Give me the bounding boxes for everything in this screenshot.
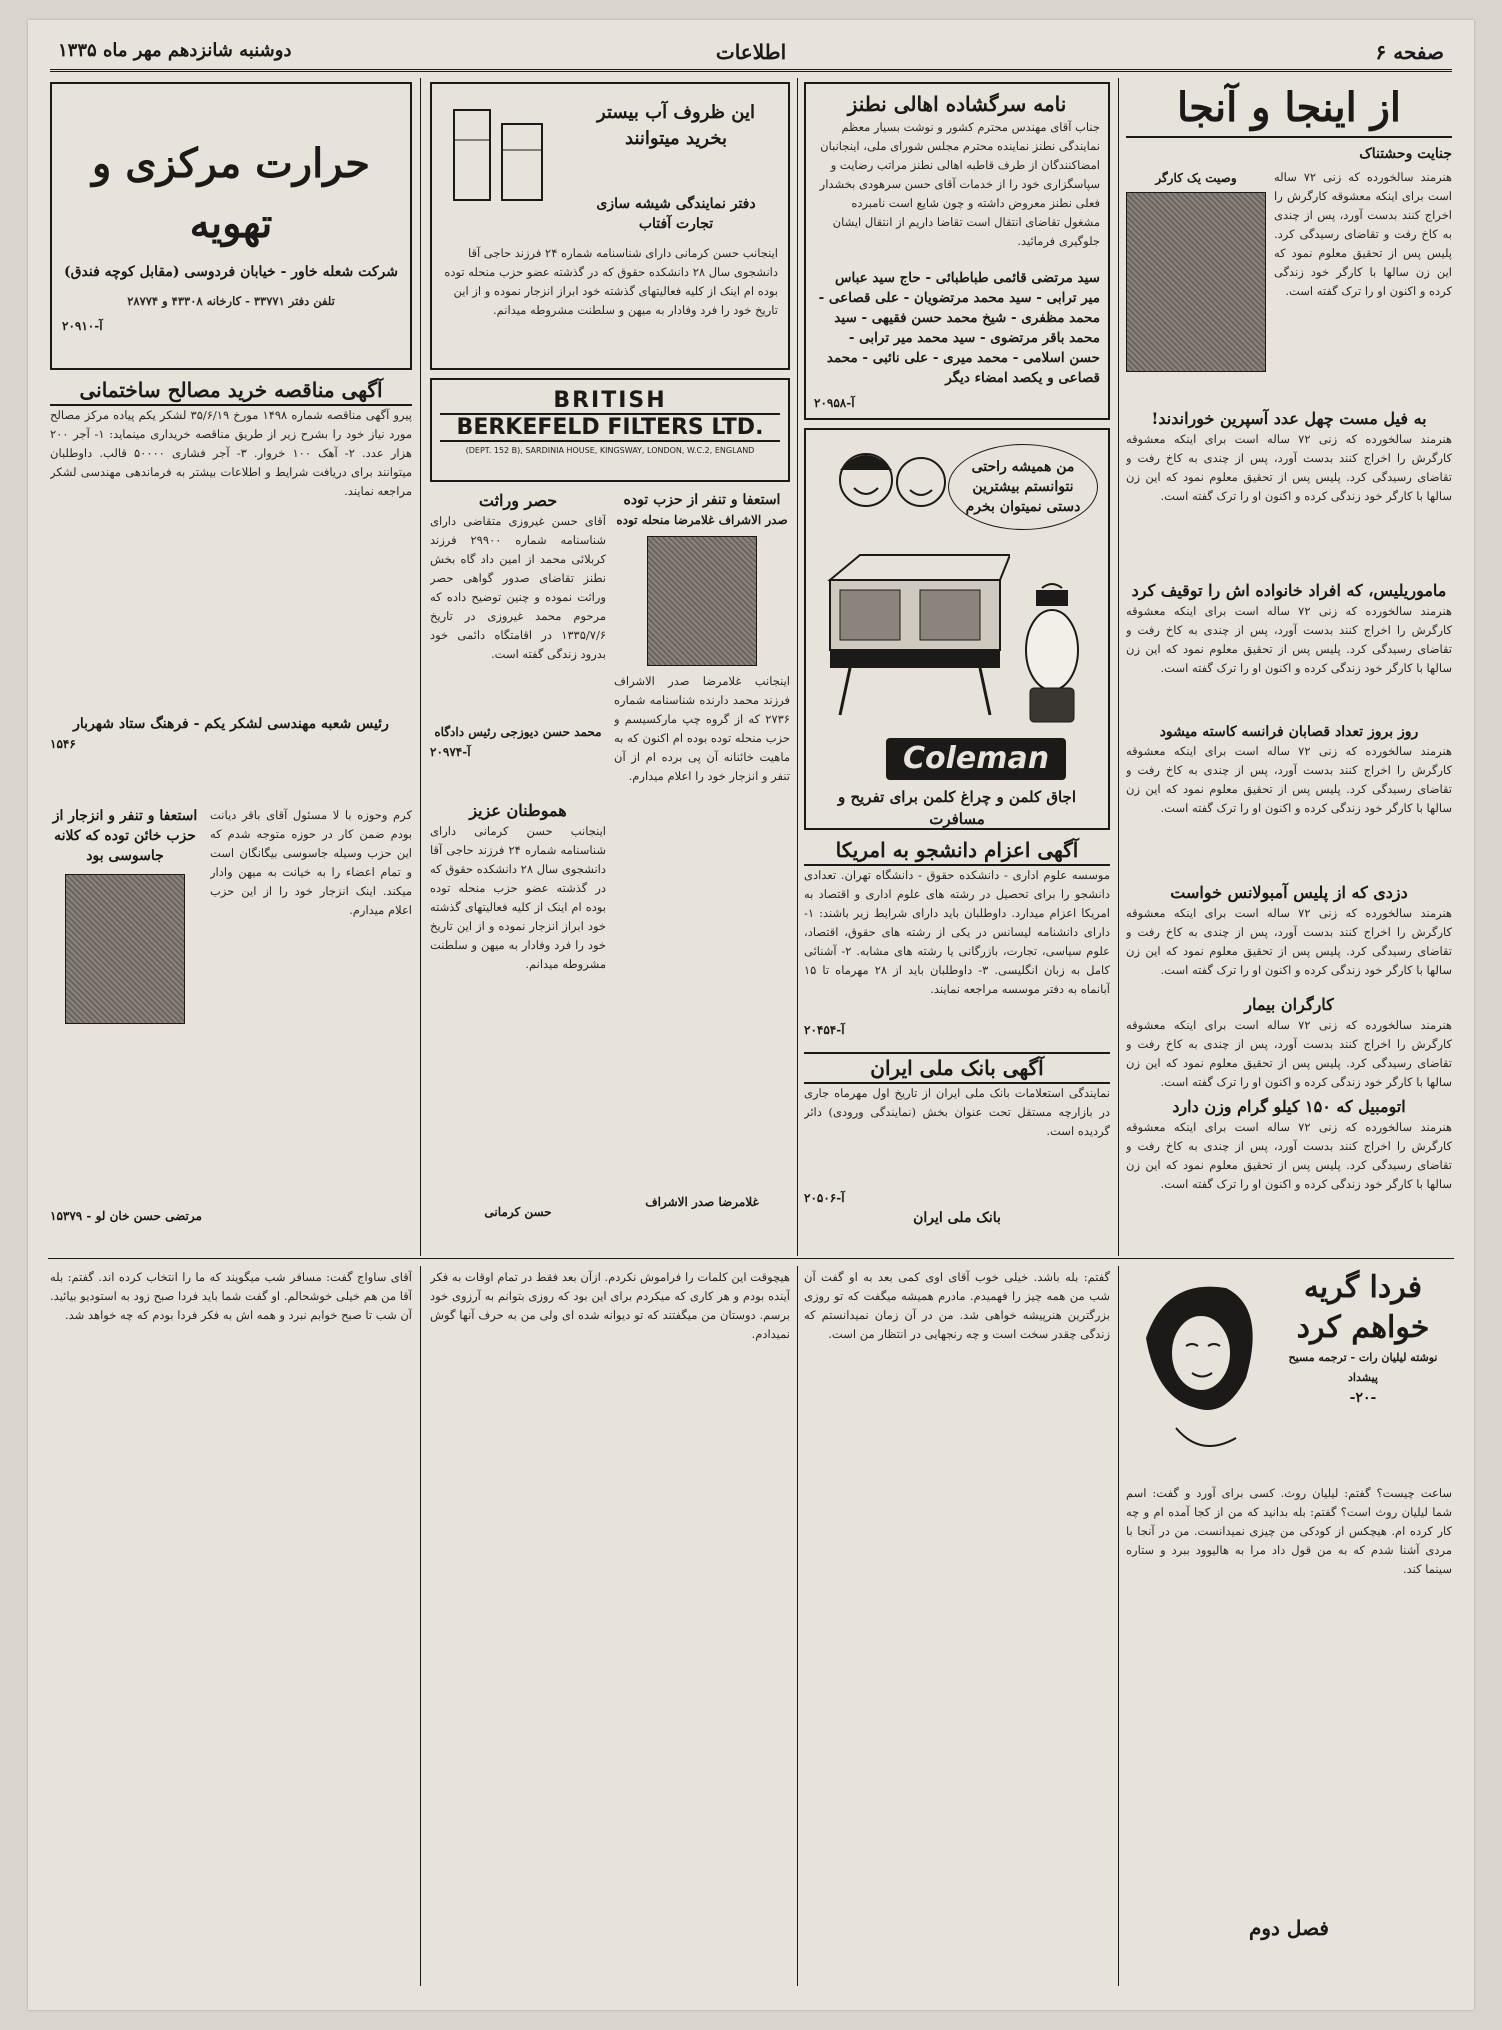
ad-text: موسسه علوم اداری - دانشکده حقوق - دانشگاه تهران. تعدادی دانشجو را برای تحصیل در رشته های علوم اداری و اقتصاد به امریکا اعزام میدارد. داوطلبان باید دارای شرایط زیر باشند: ۱- دارای دانشنامه لیسانس در یکی از رشته های حقوق، اقتصاد، علوم سیاسی، تجارت، بازرگانی یا رشته های مشابه. ۲- آشنائی کامل به زبان انگلیسی. ۳- داوطلبان باید از ۲۸ مهرماه تا ۱۵ آبانماه به دفتر موسسه مراجعه نمایند. bbox=[804, 868, 1110, 996]
section-divider bbox=[48, 1258, 1454, 1259]
notice-signature: محمد حسن دیوزجی رئیس دادگاه bbox=[434, 725, 602, 739]
newspaper-page bbox=[28, 20, 1474, 2010]
ad-footer: بانک ملی ایران bbox=[913, 1210, 1001, 1226]
ad-tagline: اجاق کلمن و چراغ کلمن برای تفریح و مسافرت bbox=[837, 788, 1076, 828]
story-text: هیچوقت این کلمات را فراموش نکردم. ازآن بعد فقط در تمام اوقات به فکر آینده بودم و هر کاری که میکردم برای این بود که روزی بتوانم به آرزوی خود برسم. دوستان من میگفتند که تو دیوانه شده ای ولی من به حرف آنها گوش نمیدادم. bbox=[430, 1270, 790, 1341]
notice-title: حصر وراثت bbox=[478, 491, 558, 510]
newspaper-name: اطلاعات bbox=[715, 40, 787, 64]
inheritance-notice bbox=[430, 490, 606, 790]
ad-brand-line: دفتر نمایندگی شیشه سازی تجارت آفتاب bbox=[596, 196, 756, 232]
ad-headline: این ظروف آب بیستر بخرید میتوانند bbox=[597, 102, 755, 149]
story-column-3 bbox=[430, 1268, 790, 1988]
open-letter bbox=[804, 82, 1110, 420]
company-line: شرکت شعله خاور - خیابان فردوسی (مقابل کوچه فندق) bbox=[64, 264, 398, 280]
issue-date: دوشنبه شانزدهم مهر ماه ۱۳۳۵ bbox=[58, 40, 292, 61]
woman-portrait-illustration bbox=[1126, 1268, 1266, 1468]
notice-title: استعفا و تنفر از حزب توده bbox=[623, 492, 781, 508]
ad-speech-bubble: من همیشه راحتی نتوانستم بیشترین دستی نمیتوان بخرم bbox=[948, 444, 1098, 530]
subheading: به فیل مست چهل عدد آسپرین خوراندند! bbox=[1151, 409, 1427, 428]
subheading: دزدی که از پلیس آمبولانس خواست bbox=[1170, 883, 1408, 902]
subheading: کارگران بیمار bbox=[1244, 995, 1334, 1014]
column-divider bbox=[420, 78, 421, 1256]
ad-brand: BERKEFELD FILTERS LTD. bbox=[440, 413, 780, 442]
article-text: هنرمند سالخورده که زنی ۷۲ ساله است برای اینکه معشوقه کارگرش را اخراج کنند بدست آورد، پس از چندی به کاخ رفت و تقاضای رسیدگی کرد. پلیس پس از تحقیق معلوم نمود که این زن سالها با کارگر خود زندگی کرده و اکنون او را ترک گفته است. bbox=[1126, 1018, 1452, 1089]
ad-title: آگهی اعزام دانشجو به امریکا bbox=[804, 836, 1110, 866]
column-divider bbox=[1118, 1266, 1119, 1986]
subheading: اتومبیل که ۱۵۰ کیلو گرام وزن دارد bbox=[1172, 1097, 1406, 1116]
notice-text: کرم وحوزه با لا مسئول آقای باقر دیانت بودم ضمن کار در حوزه متوجه شدم که این حزب وسیله جاسوسی بیگانگان است و تمام اعضاء را به خیانت به میهن وادار میکند. اینک انزجار خود را از این حزب اعلام میدارم. bbox=[210, 808, 412, 917]
letter-text: جناب آقای مهندس محترم کشور و نوشت بسیار معظم نمایندگی نطنز نماینده محترم مجلس شورای ملی، اینجانبان امضاکنندگان از طرف قاطبه اهالی نطنز مراتب رضایت و سپاسگزاری خود را از خدمات آقای حسن سرهودی بخشدار فعلی نطنز معروض داشته و چون شایع است نامبرده مشغول تقاضای انتقال است تقاضا داریم از انتقال ایشان جلوگیری فرمائید. bbox=[819, 120, 1100, 248]
ad-code: آ-۲۰۹۷۴ bbox=[430, 745, 471, 759]
article-text: هنرمند سالخورده که زنی ۷۲ ساله است برای اینکه معشوقه کارگرش را اخراج کنند بدست آورد، پس از چندی به کاخ رفت و تقاضای رسیدگی کرد. پلیس پس از تحقیق معلوم نمود که این زن سالها با کارگر خود زندگی کرده و اکنون او را ترک گفته است. bbox=[1126, 432, 1452, 503]
subheading: روز بروز تعداد قصابان فرانسه کاسته میشود bbox=[1159, 724, 1419, 740]
story-column-4 bbox=[50, 1268, 412, 1988]
resignation-notice-2 bbox=[50, 806, 412, 1250]
resignation-notice bbox=[614, 490, 790, 1250]
compatriots-notice bbox=[430, 800, 606, 1250]
notice-signature: غلامرضا صدر الاشراف bbox=[645, 1195, 759, 1209]
notice-title: استعفا و تنفر و انزجار از حزب خائن توده که کلانه جاسوسی بود bbox=[52, 808, 198, 864]
lantern-illustration bbox=[1012, 580, 1092, 730]
ad-code: آ-۲۰۵۰۶ bbox=[804, 1191, 845, 1205]
notice-signature: مرتضی حسن خان لو - ۱۵۳۷۹ bbox=[50, 1209, 202, 1223]
notice-text: اینجانب حسن کرمانی دارای شناسنامه شماره ۲۴ فرزند حاجی آقا دانشجوی سال ۲۸ دانشکده حقوق که در گذشته عضو حزب منحله توده بوده ام اینک از کلیه فعالیتهای گذشته خود ابراز انزجار نموده و از این تاریخ خود را فرد وفادار به میهن و سلطنت مشروطه میدانم. bbox=[430, 824, 606, 971]
heating-ad bbox=[50, 82, 412, 370]
story-column-1 bbox=[1126, 1268, 1452, 1988]
story-column-2 bbox=[804, 1268, 1110, 1988]
story-episode: -۲۰- bbox=[1349, 1390, 1377, 1406]
coleman-ad bbox=[804, 428, 1110, 830]
column-divider bbox=[420, 1266, 421, 1986]
column-divider bbox=[797, 1266, 798, 1986]
ad-title: آگهی بانک ملی ایران bbox=[804, 1052, 1110, 1084]
news-photo bbox=[1126, 192, 1266, 372]
notice-signature: حسن کرمانی bbox=[484, 1205, 552, 1219]
ad-code: آ-۲۰۹۱۰ bbox=[62, 319, 103, 333]
letter-signers: سید مرتضی قائمی طباطبائی - حاج سید عباس میر ترابی - سید محمد مرتضویان - علی قصاعی - محمد مظفری - شیخ محمد حسن فقیهی - سید محمد باقر مرتضوی - سید محمد میر ترابی - حسن اسلامی - محمد میری - علی نائبی - محمد قصاعی و یکصد امضاء دیگر bbox=[818, 270, 1100, 386]
notice-text: اینجانب غلامرضا صدر الاشراف فرزند محمد دارنده شناسنامه شماره ۲۷۳۶ که از گروه چپ مارکسیسم و حزب منحله توده بوده ام اکنون که به ماهیت خائنانه آن پی برده ام از آن تنفر و انزجار خود را اعلام میدارم. bbox=[614, 674, 790, 783]
glassware-illustration bbox=[444, 100, 554, 220]
notice-text: آقای حسن غیروزی متقاضی دارای شناسنامه شماره ۲۹۹۰۰ فرزند کربلائی محمد از امین داد گاه بخش نطنز تقاضای صدور گواهی حصر وراثت نموده و چنین توضیح داده که مرحوم محمد غیروزی در تاریخ ۱۳۳۵/۷/۶ در اقامتگاه دائمی خود بدرود زندگی گفته است. bbox=[430, 514, 606, 661]
glassware-ad bbox=[430, 82, 790, 370]
bank-ad bbox=[804, 1052, 1110, 1252]
ad-code: آ-۲۰۴۵۴ bbox=[804, 1023, 845, 1037]
ad-title: حرارت مرکزی و تهویه bbox=[92, 140, 370, 247]
ad-title: آگهی مناقصه خرید مصالح ساختمانی bbox=[50, 376, 412, 406]
page-number: صفحه ۶ bbox=[1375, 40, 1444, 64]
phone-line: تلفن دفتر ۳۳۷۷۱ - کارخانه ۴۳۳۰۸ و ۲۸۷۷۴ bbox=[127, 294, 335, 308]
student-ad bbox=[804, 836, 1110, 1046]
page-header bbox=[50, 32, 1452, 72]
portrait-photo bbox=[647, 536, 757, 666]
story-text: گفتم: بله باشد. خیلی خوب آقای اوی کمی بعد به او گفت آن شب من همه چیز را فهمیدم. مادرم همیشه میگفت که تو روزی بزرگترین هنرپیشه خواهی شد. من در آن زمان نمیدانستم که زندگی چقدر سخت است و چه رنجهایی در انتظار من است. bbox=[804, 1270, 1110, 1341]
story-title: فردا گریه خواهم کرد bbox=[1296, 1270, 1430, 1345]
letter-title: نامه سرگشاده اهالی نطنز bbox=[847, 92, 1067, 116]
article-text: هنرمند سالخورده که زنی ۷۲ ساله است برای اینکه معشوقه کارگرش را اخراج کنند بدست آورد، پس از چندی به کاخ رفت و تقاضای رسیدگی کرد. پلیس پس از تحقیق معلوم نمود که این زن سالها با کارگر خود زندگی کرده و اکنون او را ترک گفته است. bbox=[1126, 1120, 1452, 1191]
column-divider bbox=[797, 78, 798, 1256]
article-text: هنرمند سالخورده که زنی ۷۲ ساله است برای اینکه معشوقه کارگرش را اخراج کنند بدست آورد، پس از چندی به کاخ رفت و تقاضای رسیدگی کرد. پلیس پس از تحقیق معلوم نمود که این زن سالها با کارگر خود زندگی کرده و اکنون او را ترک گفته است. bbox=[1126, 604, 1452, 675]
coleman-logo: Coleman bbox=[886, 738, 1066, 780]
subheading: جنایت وحشتناک bbox=[1359, 146, 1452, 162]
berkefeld-ad bbox=[430, 378, 790, 482]
ad-code: ۱۵۴۶ bbox=[50, 737, 76, 751]
ad-brand: BRITISH bbox=[553, 388, 667, 413]
notice-subtitle: صدر الاشراف غلامرضا منحله توده bbox=[616, 513, 788, 527]
ad-text: نمایندگی استعلامات بانک ملی ایران از تاریخ اول مهرماه جاری در بازارچه مستقل تحت عنوان بخش (نمایندگی ورودی) دائر گردیده است. bbox=[804, 1086, 1110, 1138]
article-text: هنرمند سالخورده که زنی ۷۲ ساله است برای اینکه معشوقه کارگرش را اخراج کنند بدست آورد، پس از چندی به کاخ رفت و تقاضای رسیدگی کرد. پلیس پس از تحقیق معلوم نمود که این زن سالها با کارگر خود زندگی کرده و اکنون او را ترک گفته است. bbox=[1126, 906, 1452, 977]
news-column-right bbox=[1126, 80, 1452, 1255]
ad-text: پیرو آگهی مناقصه شماره ۱۴۹۸ مورخ ۳۵/۶/۱۹ لشکر یکم پیاده مرکز مصالح مورد نیاز خود را بشرح زیر از طریق مناقصه خریداری مینماید: ۱- آجر ۲۰۰ هزار عدد. ۲- آهک ۱۰۰ خروار. ۳- آجر فشاری ۵۰۰۰۰ قالب. داوطلبان میتوانند برای دریافت شرایط و اطلاعات بیشتر به فرماندهی مهندسی لشکر مراجعه نمایند. bbox=[50, 408, 412, 498]
ad-signature: رئیس شعبه مهندسی لشکر یکم - فرهنگ ستاد شهربار bbox=[73, 716, 389, 732]
article-text: هنرمند سالخورده که زنی ۷۲ ساله است برای اینکه معشوقه کارگرش را اخراج کنند بدست آورد، پس از چندی به کاخ رفت و تقاضای رسیدگی کرد. پلیس پس از تحقیق معلوم نمود که این زن سالها با کارگر خود زندگی کرده و اکنون او را ترک گفته است. bbox=[1126, 744, 1452, 815]
stove-illustration bbox=[820, 550, 1010, 720]
tender-ad bbox=[50, 376, 412, 796]
ad-address: (DEPT. 152 B), SARDINIA HOUSE, KINGSWAY, LONDON, W.C.2, ENGLAND bbox=[465, 446, 755, 455]
column-divider bbox=[1118, 78, 1119, 1256]
story-byline: نوشته لیلیان رات - ترجمه مسیح پیشداد bbox=[1288, 1351, 1438, 1384]
story-section: فصل دوم bbox=[1249, 1916, 1329, 1940]
couple-illustration bbox=[826, 440, 956, 530]
photo-caption: وصیت یک کارگر bbox=[1155, 171, 1237, 185]
article-text: هنرمند سالخورده که زنی ۷۲ ساله است برای اینکه معشوقه کارگرش را اخراج کنند بدست آورد، پس از چندی به کاخ رفت و تقاضای رسیدگی کرد. پلیس پس از تحقیق معلوم نمود که این زن سالها با کارگر خود زندگی کرده و اکنون او را ترک گفته است. bbox=[1274, 170, 1452, 298]
ad-text: اینجانب حسن کرمانی دارای شناسنامه شماره ۲۴ فرزند حاجی آقا دانشجوی سال ۲۸ دانشکده حقوق که در گذشته عضو حزب منحله توده بوده ام اینک از کلیه فعالیتهای گذشته خود ابراز انزجار نموده و از این تاریخ خود را فرد وفادار به میهن و سلطنت مشروطه میدانم. bbox=[444, 246, 778, 317]
portrait-photo bbox=[65, 874, 185, 1024]
subheading: ماموریلیس، که افراد خانواده اش را توقیف کرد bbox=[1131, 581, 1447, 600]
story-text: آقای ساواج گفت: مسافر شب میگویند که ما را انتخاب کرده اند. گفتم: بله آقا من هم خیلی خوشحالم. او گفت شما باید فردا صبح زود به استودیو بیائید. آن شب تا صبح خوابم نبرد و همه اش به فکر فردا بودم که چه خواهد شد. bbox=[50, 1270, 412, 1322]
notice-title: هموطنان عزیز bbox=[469, 801, 567, 820]
ad-code: آ-۲۰۹۵۸ bbox=[814, 396, 855, 410]
story-text: ساعت چیست؟ گفتم: لیلیان روث. کسی برای آورد و گفت: اسم شما لیلیان روث است؟ گفتم: بله بدانید که من از کجا آمده ام و چه کار کرده ام. هیچکس از کودکی من چیزی نمیدانست. من در آنجا با مردی آشنا شدم که به من قول داد مرا به هالیوود ببرد و ستاره سینما کند. bbox=[1126, 1486, 1452, 1576]
column-title: از اینجا و آنجا bbox=[1126, 80, 1452, 138]
